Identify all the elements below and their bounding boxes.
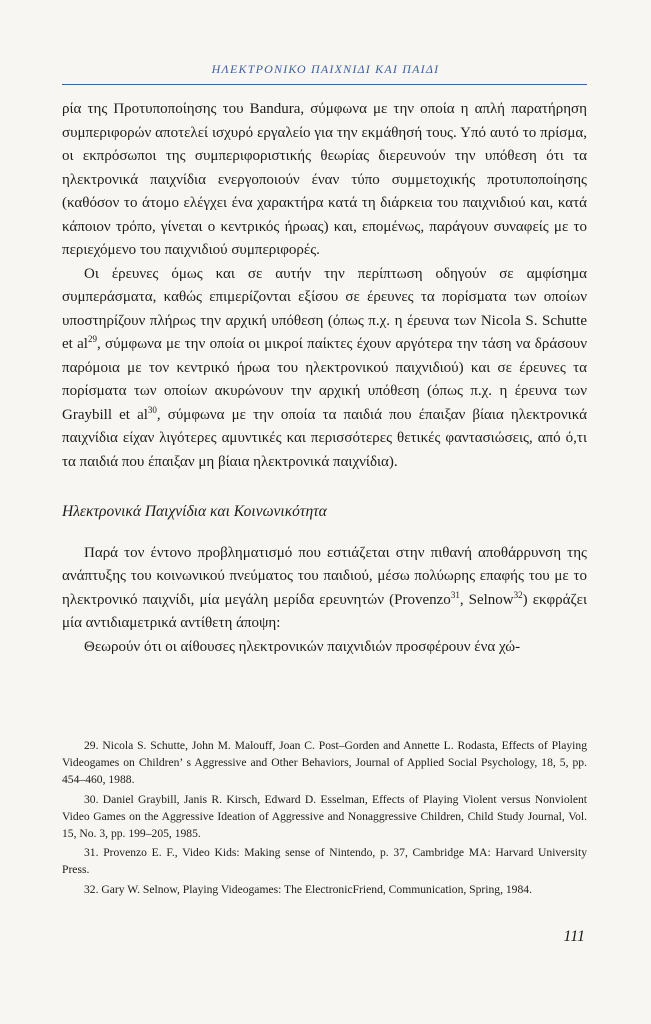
- footnote-29: 29. Nicola S. Schutte, John M. Malouff, Joan C. Post–Gorden and Annette L. Rodasta, Effects of Playing Videogames on Children’ s Aggressive and Other Behaviors, Journal of Applied Social Psychology, 18, 5, pp. 454–460, 1988.: [62, 739, 587, 787]
- paragraph-2: [62, 263, 587, 475]
- paragraph-2-part-a: Οι έρευνες όμως και σε αυτήν την περίπτωση οδηγούν σε αμφίσημα συμπεράσματα, καθώς επιμερίζονται εξίσου σε έρευνες τα πορίσματα των οποίων υποστηρίζουν πλήρως την αρχική υπόθεση (όπως π.χ. η έρευνα των Nicola S. Schutte et al: [62, 265, 587, 352]
- paragraph-3-part-b: , Selnow: [459, 591, 514, 608]
- footnote-31: 31. Provenzo E. F., Video Kids: Making sense of Nintendo, p. 37, Cambridge MA: Harvard University Press.: [62, 846, 587, 877]
- paragraph-3-part-a: Παρά τον έντονο προβληματισμό που εστιάζεται στην πιθανή αποθάρρυνση της ανάπτυξης του κοινωνικού πνεύματος του παιδιού, μέσω πολύωρης επαφής του με το ηλεκτρονικό παιχνίδι, μία μεγάλη μερίδα ερευνητών (Provenzo: [62, 544, 587, 608]
- footnote-ref-29: 29: [87, 334, 97, 344]
- running-head: ΗΛΕΚΤΡΟΝΙΚΟ ΠΑΙΧΝΙΔΙ ΚΑΙ ΠΑΙΔΙ: [211, 62, 440, 76]
- paragraph-4: Θεωρούν ότι οι αίθουσες ηλεκτρονικών παιχνιδιών προσφέρουν ένα χώ-: [84, 638, 521, 655]
- paragraph-2-part-c: , σύμφωνα με την οποία τα παιδιά που έπαιξαν βίαια ηλεκτρονικά παιχνίδια είχαν λιγότερες αμυντικές και περισσότερες θετικές φαντασιώσεις, από ό,τι τα παιδιά που έπαιξαν μη βίαια ηλεκτρονικά παιχνίδια).: [62, 406, 588, 470]
- paragraph-1: ρία της Προτυποποίησης του Bandura, σύμφωνα με την οποία η απλή παρατήρηση συμπεριφορών αποτελεί ισχυρό εργαλείο για την εκμάθησή τους. Υπό αυτό το πρίσμα, οι εκπρόσωποι της συμπεριφοριστικής θεωρίας διερευνούν την υπόθεση ότι τα ηλεκτρονικά παιχνίδια ενεργοποιούν έναν τύπο συμμετοχικής προτυποποίησης (καθόσον το άτομο ελέγχει ένα χαρακτήρα κατά τη διάρκεια του παιχνιδιού και, κατά κάποιον τρόπο, γίνεται ο κεντρικός ήρωας) και, επομένως, παράγουν συναφείς με το περιεχόμενο του παιχνιδιού συμπεριφορές.: [62, 101, 587, 258]
- page-number: 111: [563, 928, 585, 945]
- header-rule: [62, 84, 587, 85]
- paragraph-2-part-b: , σύμφωνα με την οποία οι μικροί παίκτες έχουν αργότερα την τάση να δράσουν παρόμοια με τον κεντρικό ήρωα του ηλεκτρονικού παιχνιδιού) και σε έρευνες τα πορίσματα των οποίων ακυρώνουν την αρχική υπόθεση (όπως π.χ. η έρευνα των Graybill et al: [62, 336, 587, 423]
- paragraph-3-part-c: ) εκφράζει μία αντιδιαμετρικά αντίθετη άποψη:: [62, 591, 587, 631]
- body-text: [62, 98, 587, 659]
- section-heading: Ηλεκτρονικά Παιχνίδια και Κοινωνικότητα: [62, 503, 327, 520]
- footnote-ref-30: 30: [147, 404, 157, 415]
- footnotes: [62, 737, 587, 900]
- footnote-ref-31: 31: [450, 589, 460, 600]
- paragraph-3: [62, 542, 587, 636]
- footnote-ref-32: 32: [513, 589, 523, 600]
- footnote-30: 30. Daniel Graybill, Janis R. Kirsch, Edward D. Esselman, Effects of Playing Violent versus Nonviolent Video Games on the Aggressive Ideation of Aggressive and Nonaggressive Children, Child Study Journal, Vol. 15, No. 3, pp. 199–205, 1985.: [62, 792, 587, 841]
- footnote-32: 32. Gary W. Selnow, Playing Videogames: The ElectronicFriend, Communication, Spring, 1984.: [84, 882, 532, 896]
